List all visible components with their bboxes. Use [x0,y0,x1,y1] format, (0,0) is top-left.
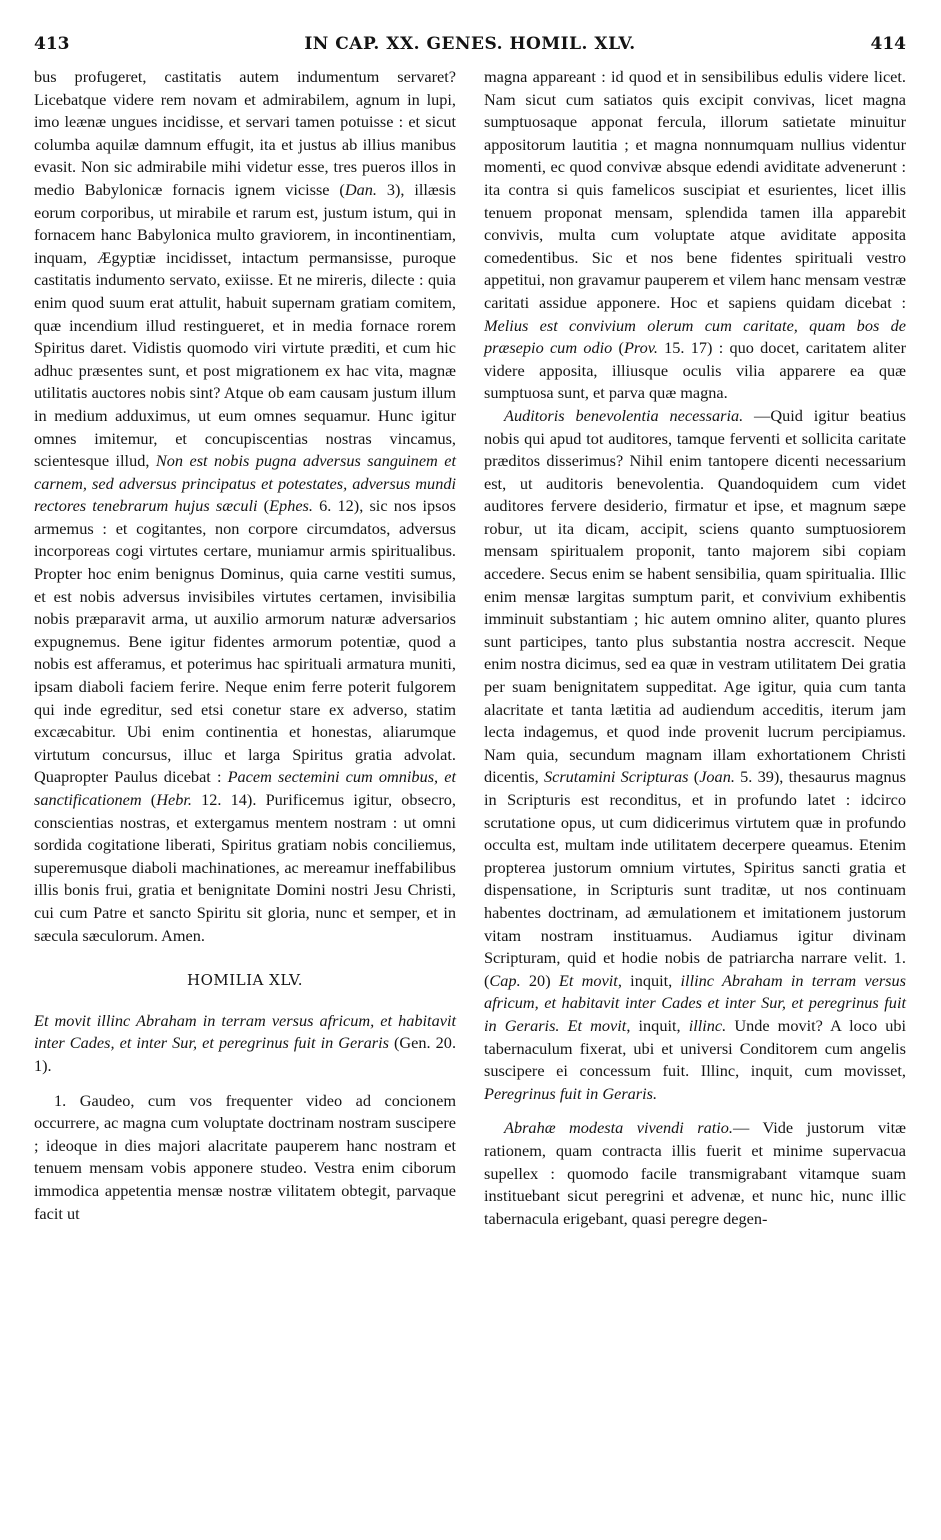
paragraph: 1. Gaudeo, cum vos frequenter video ad concionem occurrere, ac magna cum voluptate doctrinam nostram suscipere ; ideoque in dies majori alacritate pauperem hanc nostram et tenuem mensam vobis apponere studeo. Vestra enim ciborum immodica appetentia mensæ nostræ vilitatem obtegit, parvaque facit ut [34,1090,456,1223]
paragraph: magna appareant : id quod et in sensibilibus edulis videre licet. Nam sicut cum satiatos quis excipit convivas, licet magna sumptuosaque apponat fercula, illorum satietate minuitur appositorum lautitia ; et magna nonnumquam nullius videntur momenti, ec quod convivæ absque edendi aviditate advenerunt : ita contra si quis famelicos suscipiat et esurientes, licet illis tenuem proponat mensam, splendida tamen illa apparebit convivis, multa cum voluptate atque aviditate apposita comedentibus. Sic et nos bene fidentes spirituali vestro appetitui, non gravamur pauperem et vilem hanc mensam vestræ caritati assidue apponere. Hoc et sapiens quidam dicebat : Melius est convivium olerum cum caritate, quam bos de præsepio cum odio (Prov. 15. 17) : quo docet, caritatem aliter videre apposita, illiusque oculis vilia apparere ea quæ sumptuosa sunt, et parva quæ magna. [484,67,907,403]
paragraph: Abrahæ modesta vivendi ratio.— Vide justorum vitæ rationem, quam contracta illis fuerit et minime supervacua supellex : quomodo facile transmigrabant vitamque suam instituebant sicut peregrini et advenæ, et nunc hic, nunc illic tabernacula erigebant, quasi peregre degen- [484,1118,906,1228]
running-title: IN CAP. XX. GENES. HOMIL. XLV. [304,34,636,54]
scripture-quote: illinc Abraham in terram versus africum, et habitavit inter Cades et inter Sur, et peregrinus fuit in Geraris. Et movit [484,970,906,1035]
scripture-quote: Melius est convivium olerum cum caritate, quam bos de præsepio cum odio [484,315,906,358]
scripture-quote: Non est nobis pugna adversus sanguinem et carnem, sed adversus principatus et potestates, adversus mundi rectores tenebrarum hujus sæculi [34,451,457,516]
left-column [34,66,456,1225]
page-number-left: 413 [34,34,70,54]
running-header [34,34,906,62]
right-column [484,66,906,1230]
homily-title: HOMILIA XLV. [187,971,303,990]
epigraph: Et movit illinc Abraham in terram versus africum, et habitavit inter Cades, et inter Sur, et peregrinus fuit in Geraris (Gen. 20. 1). [34,1010,457,1075]
page-number-right: 414 [870,34,906,54]
scripture-quote: Scrutamini Scripturas [543,767,689,787]
paragraph: bus profugeret, castitatis autem indumentum servaret? Licebatque videre rem novam et admirabilem, agnum in lupi, imo leænæ ungues incidisse, et servari tamen potuisse : et sicut columba aquilæ damnum effugit, ita et justus ab illius manibus evasit. Non sic admirabile mihi videtur esse, tres pueros illos in medio Babylonicæ fornacis ignem vicisse (Dan. 3), illæsis eorum corporibus, ut mirabile et rarum est, justum istum, qui in fornacem hanc Babylonica multo graviorem, in incontinentiam, inquam, Ægyptiæ incidisset, intactum permansisse, puroque castitatis indumento servato, exiisse. Et ne mireris, dilecte : quia enim quod suum erat attulit, habuit supernam gratiam comitem, quæ incendium illud restingueret, et in media fornace rorem Spiritus daret. Vidistis quomodo viri virtute præditi, et cum hic adhuc præsentes sunt, et post migrationem ex hac vita, magnæ utilitatis auctores nobis sint? Atque ob eam causam justum illum in medium adduximus, ut eum omnes sequamur. Hunc igitur omnes imitemur, et concupiscentias nostras vincamus, scientesque illud, Non est nobis pugna adversus sanguinem et carnem, sed adversus principatus et potestates, adversus mundi rectores tenebrarum hujus sæculi (Ephes. 6. 12), sic nos ipsos armemus : et cogitantes, non corpore circumdatos, adversus incorporeas cogi virtutes certare, muniamur armis spiritualibus. Propter hoc enim benignus Dominus, quia carne vestiti sumus, et est nobis adversus invisibiles virtutes certamen, invisibilia nobis præparavit arma, ut auxilio armorum naturæ adversarios expugnemus. Bene igitur fidentes armorum potentiæ, quod a nobis est afferamus, et poterimus hac spirituali armatura muniti, ipsam diaboli faciem ferire. Neque enim ferre poterit fulgorem qui inde egreditur, sed etsi conetur stare ex adverso, statim excæcabitur. Ubi enim continentia et honestas, aliarumque virtutum concursus, illuc et larga Spiritus gratia advolat. Quapropter Paulus dicebat : Pacem sectemini cum omnibus, et sanctificationem (Hebr. 12. 14). Purificemus igitur, obsecro, conscientias nostras, et extergamus mentem nostram : ut omni sordida cogitatione liberati, Spiritus gratiam nobis conciliemus, superemusque diaboli machinationes, ac mereamur ineffabilibus illis bonis frui, gratia et benignitate Domini nostri Jesu Christi, cui cum Patre et sancto Spiritu sit gloria, nunc et semper, et in sæcula sæculorum. Amen. [34,67,457,945]
section-heading: Abrahæ modesta vivendi ratio. [504,1118,733,1138]
section-heading: Auditoris benevolentia necessaria. [504,405,744,425]
paragraph: Auditoris benevolentia necessaria. —Quid igitur beatius nobis qui apud tot auditores, tamque ferventi et sollicita caritate præditos disserimus? Nihil enim tantopere dicenti necessarium est, ut auditoris benevolentia. Quandoquidem cum videt auditores fervere desiderio, firmatur et ipse, et magnum sæpe robur, ut ita dicam, accipit, sciens quanto sumptuosiorem mensam spiritualem proponit, tanto majorem sibi copiam accedere. Secus enim se habent sensibilia, quam spiritualia. Illic enim mensæ largitas sumptum parit, et convivium exhibentis imminuit substantiam ; hic autem omnino aliter, quanto plures sunt participes, tanto plus substantia nostra accrescit. Neque enim nostra dicimus, sed ea quæ in vestram utilitatem Dei gratia per suam benignitatem suppeditat. Age igitur, quia cum tanta alacritate et tanta lætitia ad audiendum acceditis, iterum jam lecta indagemus, et quod inde provenit lucrum percipiamus. Nam quia, secundum magnam illam exhortationem Christi dicentis, Scrutamini Scripturas (Joan. 5. 39), thesaurus magnus in Scripturis est reconditus, et in profundo latet : idcirco scrutatione opus, ut cum didicerimus virtutem quæ in profundo occulta est, multam inde utilitatem decerpere queamus. Etenim propterea justorum omnium virtutes, Spiritus sancti gratia et dispensatione, in Scripturis sunt traditæ, ut nos continuam habentes doctrinam, ad æmulationem et imitationem justorum vitam nostram instituamus. Audiamus igitur divinam Scripturam, quid et hodie nobis de patriarcha narrare velit. 1. (Cap. 20) Et movit, inquit, illinc Abraham in terram versus africum, et habitavit inter Cades et inter Sur, et peregrinus fuit in Geraris. Et movit, inquit, illinc. Unde movit? A loco ubi tabernaculum fixerat, ubi et universi Conditorem cum angelis suscipere ei concessum fuit. Illinc, inquit, cum movisset, Peregrinus fuit in Geraris. [484,405,907,1103]
scripture-quote: Pacem sectemini cum omnibus, et sanctificationem [34,767,456,809]
